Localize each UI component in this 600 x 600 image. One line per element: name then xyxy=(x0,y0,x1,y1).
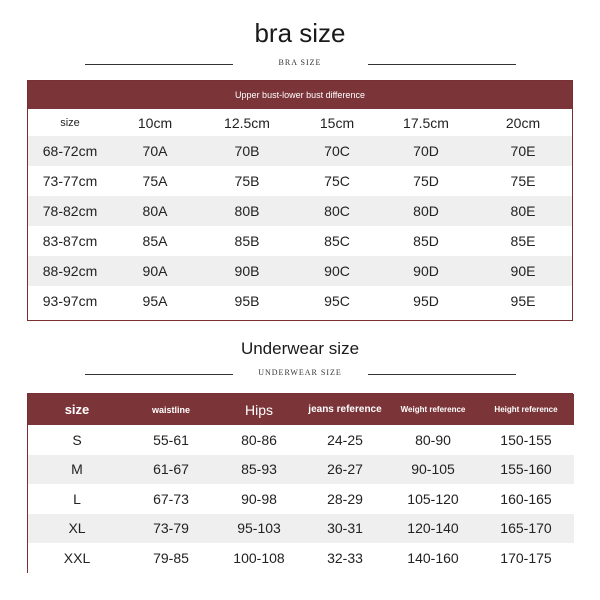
table-row xyxy=(28,226,572,256)
table-cell: 80D xyxy=(413,203,439,219)
table-cell: 80-90 xyxy=(415,431,451,448)
table-cell: 32-33 xyxy=(327,549,363,566)
table-cell: 80C xyxy=(324,203,350,219)
table-cell: 85-93 xyxy=(241,461,277,478)
bra-subtitle: BRA SIZE xyxy=(278,58,322,67)
divider-line-right xyxy=(368,64,516,65)
table-cell: 95E xyxy=(510,293,536,309)
underwear-header-row xyxy=(28,394,574,425)
table-cell: 90-98 xyxy=(241,490,277,507)
table-cell: 75A xyxy=(142,173,168,189)
table-cell: 70D xyxy=(413,143,439,159)
header-cell: size xyxy=(60,116,80,129)
table-cell: 70A xyxy=(142,143,168,159)
table-cell: 85B xyxy=(234,233,260,249)
table-cell: 83-87cm xyxy=(42,233,98,249)
header-cell: Hips xyxy=(244,401,273,418)
divider-line-right xyxy=(368,374,516,375)
table-row xyxy=(28,286,572,316)
header-cell: Height reference xyxy=(494,405,558,414)
header-cell: waistline xyxy=(151,404,190,415)
table-cell: 73-77cm xyxy=(42,173,98,189)
table-row xyxy=(28,256,572,286)
table-cell: 30-31 xyxy=(327,520,363,537)
bra-size-title: bra size xyxy=(254,18,346,48)
table-cell: 165-170 xyxy=(500,520,552,537)
table-cell: 93-97cm xyxy=(42,293,98,309)
table-cell: 85E xyxy=(510,233,536,249)
table-cell: 68-72cm xyxy=(42,143,98,159)
table-cell: 95C xyxy=(324,293,350,309)
underwear-size-title: Underwear size xyxy=(240,339,360,358)
table-cell: 80E xyxy=(510,203,536,219)
table-row xyxy=(28,543,574,573)
table-row xyxy=(28,514,574,544)
table-cell: 90-105 xyxy=(411,461,455,478)
table-cell: 55-61 xyxy=(153,431,189,448)
header-cell: Weight reference xyxy=(400,405,466,414)
table-cell: 95A xyxy=(142,293,168,309)
underwear-subtitle: UNDERWEAR SIZE xyxy=(258,368,342,377)
table-cell: 160-165 xyxy=(500,490,552,507)
table-cell: 120-140 xyxy=(407,520,459,537)
table-cell: 155-160 xyxy=(500,461,552,478)
table-cell: M xyxy=(71,461,83,478)
table-cell: 85A xyxy=(142,233,168,249)
table-cell: 90A xyxy=(142,263,168,279)
table-cell: 90D xyxy=(413,263,439,279)
table-cell: 61-67 xyxy=(153,461,189,478)
bra-size-grid xyxy=(28,109,572,316)
table-cell: 80A xyxy=(142,203,168,219)
table-cell: 79-85 xyxy=(153,549,189,566)
table-cell: 75E xyxy=(510,173,536,189)
table-cell: 80B xyxy=(234,203,260,219)
table-cell: 95B xyxy=(234,293,260,309)
underwear-size-table xyxy=(27,393,573,573)
table-cell: 26-27 xyxy=(327,461,363,478)
header-cell: size xyxy=(64,402,90,417)
table-cell: XXL xyxy=(63,549,91,566)
header-cell: jeans reference xyxy=(308,404,382,415)
header-cell: 12.5cm xyxy=(224,114,270,131)
table-cell: 90E xyxy=(510,263,536,279)
table-cell: 170-175 xyxy=(500,549,552,566)
table-cell: 95D xyxy=(413,293,439,309)
table-cell: S xyxy=(72,431,82,448)
table-cell: 90C xyxy=(324,263,350,279)
header-cell: 15cm xyxy=(319,114,355,131)
underwear-subtitle-rule xyxy=(0,368,600,380)
table-row xyxy=(28,196,572,226)
table-cell: 150-155 xyxy=(500,431,552,448)
header-cell: 10cm xyxy=(137,114,173,131)
table-cell: 24-25 xyxy=(327,431,363,448)
table-row xyxy=(28,484,574,514)
table-cell: 75D xyxy=(413,173,439,189)
table-row xyxy=(28,136,572,166)
table-cell: 85C xyxy=(324,233,350,249)
table-cell: 70E xyxy=(510,143,536,159)
table-row xyxy=(28,166,572,196)
bra-header-row xyxy=(28,109,572,136)
table-cell: 80-86 xyxy=(241,431,277,448)
table-cell: 28-29 xyxy=(327,490,363,507)
table-cell: 70C xyxy=(324,143,350,159)
table-cell: 90B xyxy=(234,263,260,279)
table-cell: XL xyxy=(68,520,86,537)
table-cell: 105-120 xyxy=(407,490,459,507)
table-cell: 75B xyxy=(234,173,260,189)
table-cell: 70B xyxy=(234,143,260,159)
table-cell: 85D xyxy=(413,233,439,249)
table-cell: L xyxy=(73,490,81,507)
table-cell: 75C xyxy=(324,173,350,189)
table-cell: 88-92cm xyxy=(42,263,98,279)
table-cell: 73-79 xyxy=(153,520,189,537)
table-cell: 67-73 xyxy=(153,490,189,507)
underwear-size-grid xyxy=(28,394,574,573)
table-row xyxy=(28,455,574,485)
header-cell: 17.5cm xyxy=(403,114,449,131)
table-cell: 78-82cm xyxy=(42,203,98,219)
table-cell: 140-160 xyxy=(407,549,459,566)
table-cell: 95-103 xyxy=(237,520,281,537)
table-row xyxy=(28,425,574,455)
table-cell: 100-108 xyxy=(233,549,285,566)
bra-size-table xyxy=(27,80,573,321)
bra-subtitle-rule xyxy=(0,58,600,70)
header-cell: 20cm xyxy=(505,114,541,131)
bra-table-banner: Upper bust-lower bust difference xyxy=(28,81,572,109)
